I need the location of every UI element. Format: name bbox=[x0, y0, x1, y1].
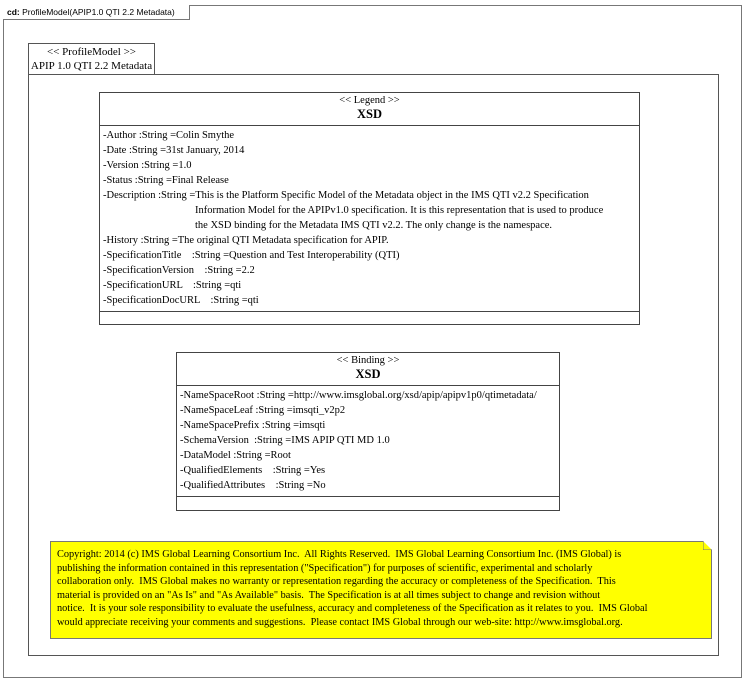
diagram-kind-label: cd: bbox=[7, 7, 20, 17]
diagram-frame-tab bbox=[3, 5, 190, 20]
legend-attribute: -SpecificationVersion :String =2.2 bbox=[103, 265, 255, 276]
legend-attribute: -SpecificationURL :String =qti bbox=[103, 280, 242, 291]
legend-attribute: -Version :String =1.0 bbox=[103, 160, 192, 171]
binding-attribute: -NameSpaceRoot :String =http://www.imsglobal.org/xsd/apip/apipv1p0/qtimetadata/ bbox=[180, 390, 537, 401]
legend-attribute: -Author :String =Colin Smythe bbox=[103, 130, 235, 141]
package-name: APIP 1.0 QTI 2.2 Metadata bbox=[30, 60, 153, 72]
binding-attribute: -SchemaVersion :String =IMS APIP QTI MD 1.0 bbox=[180, 435, 390, 446]
legend-attribute-continuation: Information Model for the APIPv1.0 specification. It is this representation that is used to produce bbox=[195, 205, 604, 216]
legend-stereotype: << Legend >> bbox=[339, 95, 400, 106]
legend-attribute: -Description :String =This is the Platform Specific Model of the Metadata object in the IMS QTI v2.2 Specification bbox=[103, 190, 589, 201]
legend-class-name: XSD bbox=[356, 107, 382, 121]
legend-class bbox=[99, 92, 640, 325]
binding-attributes bbox=[177, 386, 559, 497]
legend-operations bbox=[100, 312, 639, 326]
legend-attribute: -SpecificationDocURL :String =qti bbox=[103, 295, 259, 306]
note-line: Copyright: 2014 (c) IMS Global Learning Consortium Inc. All Rights Reserved. IMS Global Learning Consortium Inc. (IMS Global) is bbox=[57, 549, 622, 560]
note-fold-corner-icon bbox=[703, 541, 712, 550]
binding-class-header bbox=[177, 353, 559, 386]
legend-attribute: -Status :String =Final Release bbox=[103, 175, 229, 186]
binding-operations bbox=[177, 497, 559, 511]
binding-class bbox=[176, 352, 560, 511]
legend-attribute: -SpecificationTitle :String =Question and Test Interoperability (QTI) bbox=[103, 250, 400, 261]
note-line: notice. It is your sole responsibility to evaluate the usefulness, accuracy and completeness of the Specification as it relates to you. IMS Global bbox=[57, 603, 648, 615]
package-tab bbox=[28, 43, 155, 75]
binding-attribute: -NameSpacePrefix :String =imsqti bbox=[180, 420, 326, 431]
package-stereotype: << ProfileModel >> bbox=[47, 46, 136, 58]
copyright-note bbox=[50, 541, 712, 639]
binding-class-name: XSD bbox=[355, 367, 381, 381]
legend-attribute: -History :String =The original QTI Metadata specification for APIP. bbox=[103, 235, 389, 246]
diagram-title: ProfileModel(APIP1.0 QTI 2.2 Metadata) bbox=[22, 7, 175, 17]
binding-attribute: -DataModel :String =Root bbox=[180, 450, 291, 461]
binding-stereotype: << Binding >> bbox=[336, 355, 400, 366]
legend-class-header bbox=[100, 93, 639, 126]
legend-attribute-continuation: the XSD binding for the Metadata IMS QTI v2.2. The only change is the namespace. bbox=[195, 220, 553, 231]
legend-attributes bbox=[100, 126, 639, 312]
binding-attribute: -NameSpaceLeaf :String =imsqti_v2p2 bbox=[180, 405, 346, 416]
note-line: collaboration only. IMS Global makes no warranty or representation regarding the accuracy or completeness of the Specification. This bbox=[57, 576, 616, 588]
legend-attribute: -Date :String =31st January, 2014 bbox=[103, 145, 245, 156]
binding-attribute: -QualifiedElements :String =Yes bbox=[180, 465, 326, 476]
note-line: publishing the information contained in this representation ("Specification") for purposes of scientific, experimental and scholarly bbox=[57, 562, 593, 574]
note-line: would appreciate receiving your comments and suggestions. Please contact IMS Global through our web-site: http://www.imsglobal.org. bbox=[57, 616, 623, 628]
note-line: material is provided on an "As Is" and "As Available" basis. The Specification is at all times subject to change and revision without bbox=[57, 589, 601, 601]
binding-attribute: -QualifiedAttributes :String =No bbox=[180, 480, 326, 491]
